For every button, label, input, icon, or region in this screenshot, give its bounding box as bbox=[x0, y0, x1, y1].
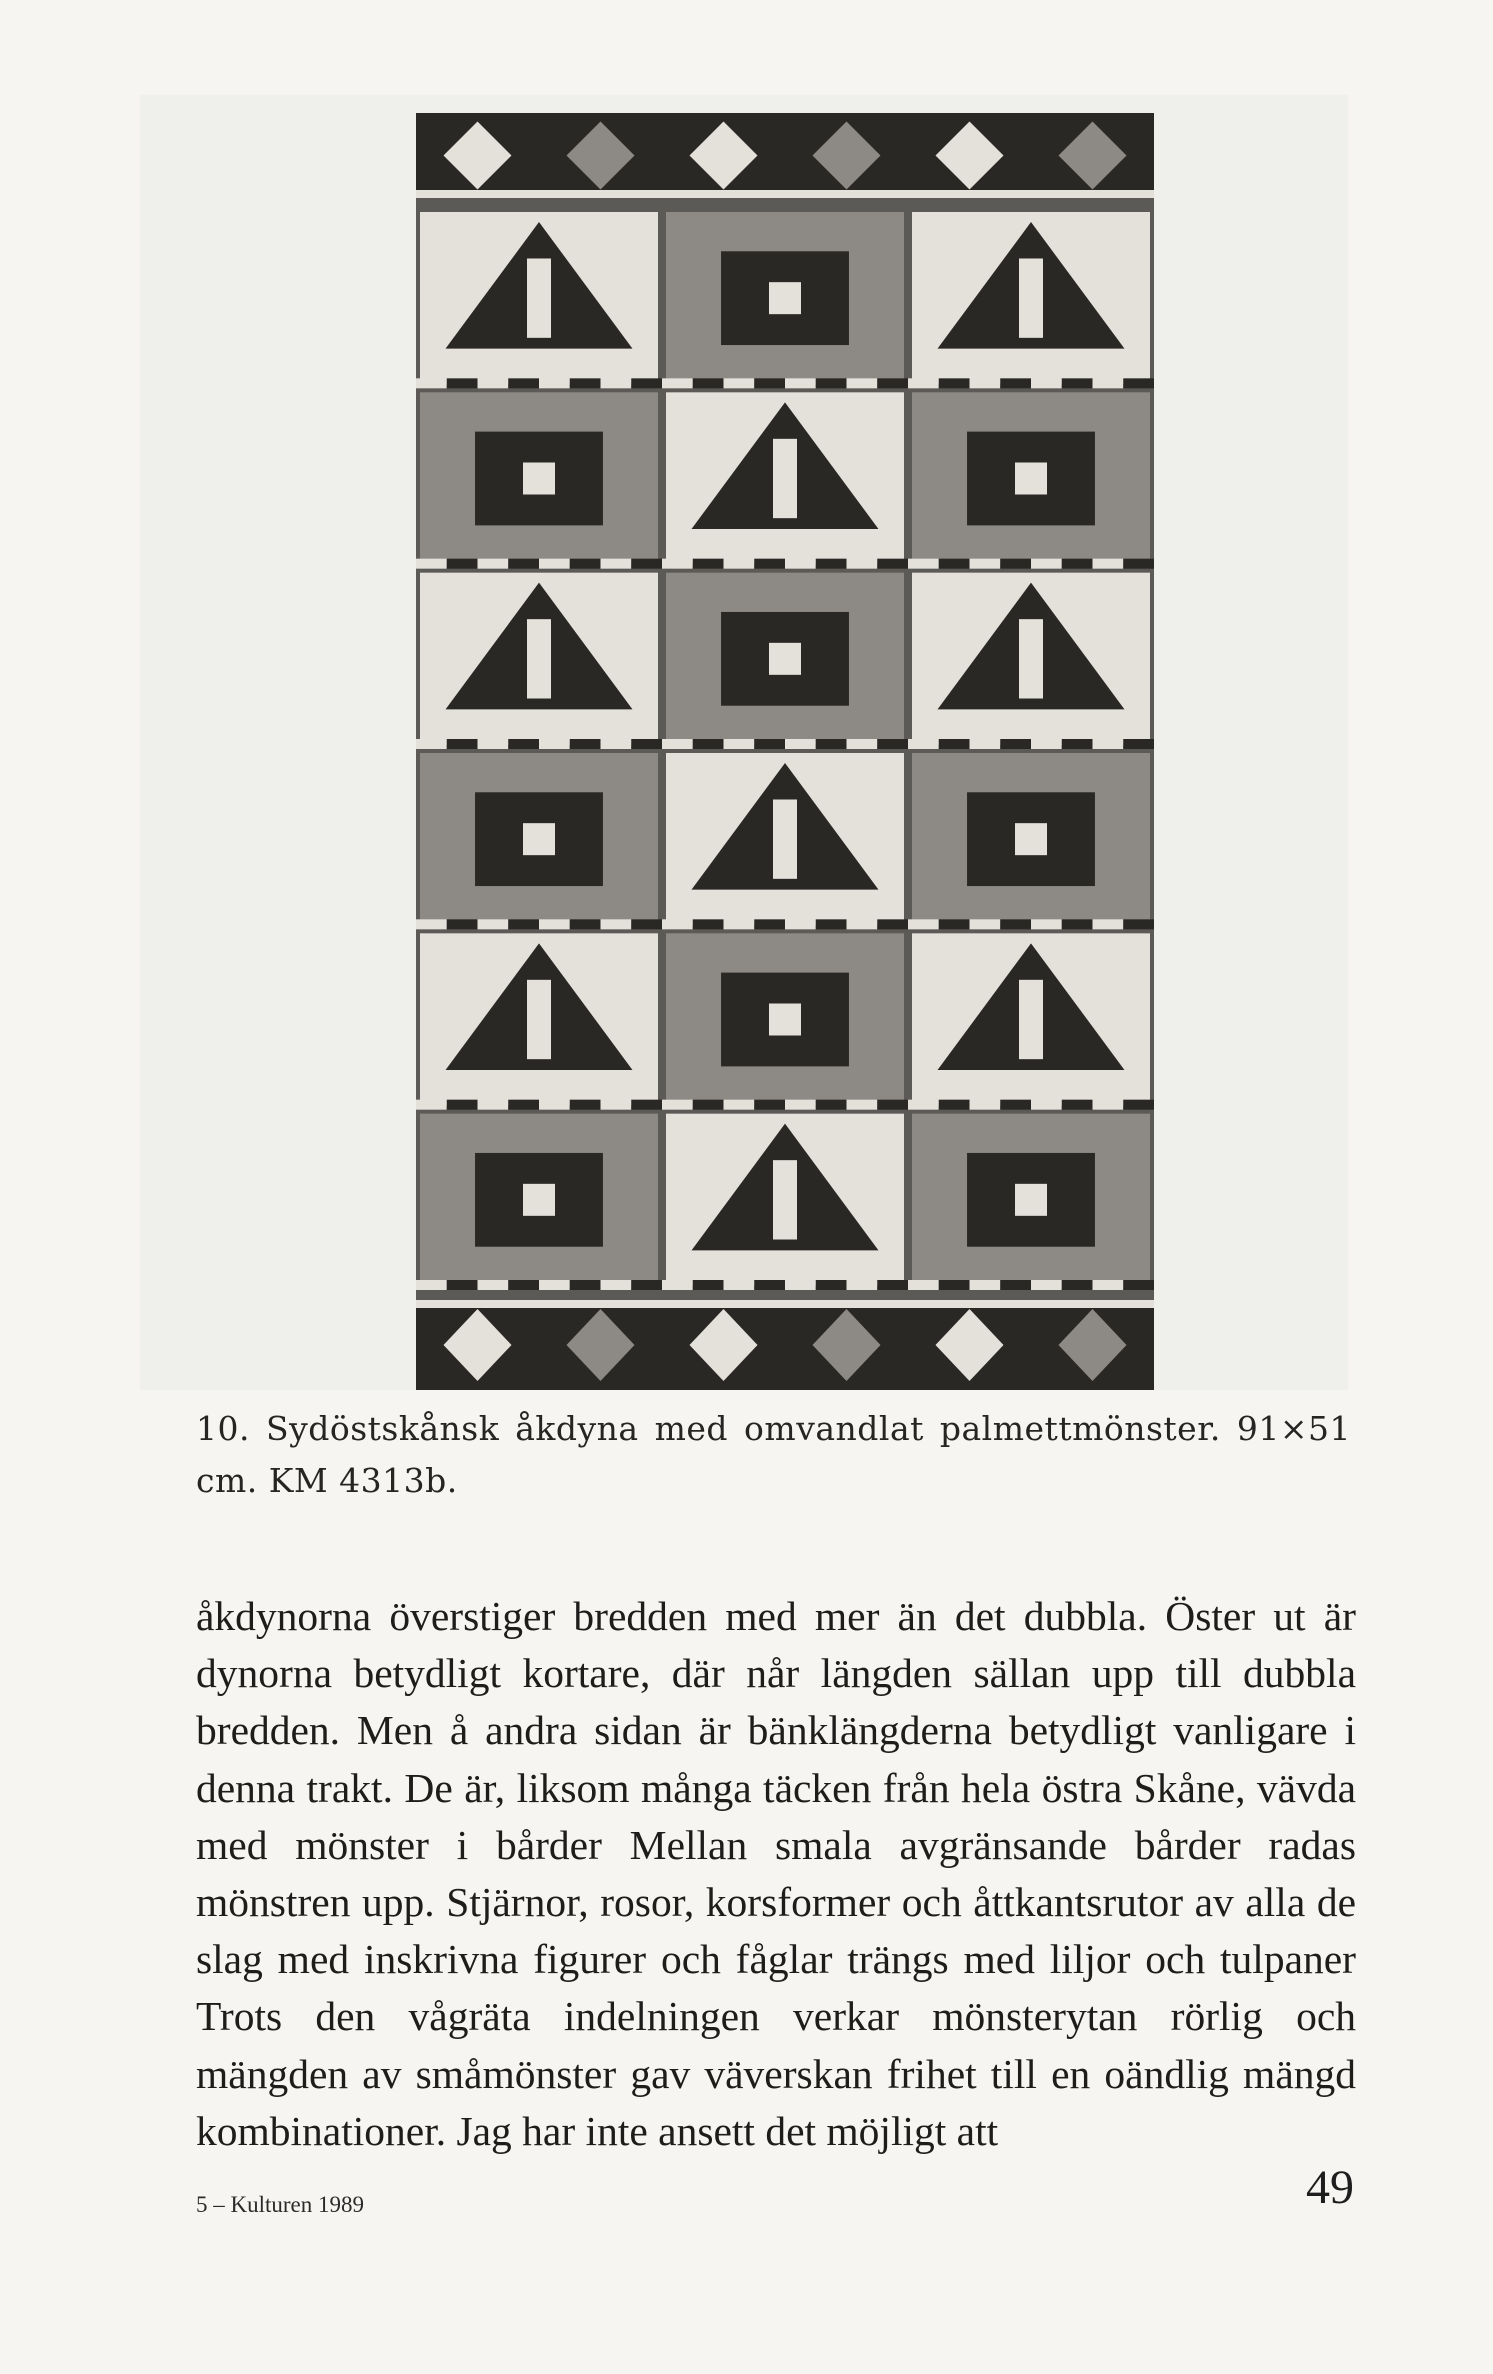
check-square bbox=[601, 559, 632, 569]
check-square bbox=[1031, 1280, 1062, 1290]
check-square bbox=[478, 378, 509, 388]
check-square bbox=[816, 1280, 847, 1290]
check-square bbox=[970, 559, 1001, 569]
check-square bbox=[908, 739, 939, 749]
check-square bbox=[908, 1100, 939, 1110]
check-square bbox=[970, 739, 1001, 749]
check-square bbox=[754, 559, 785, 569]
figure-photo bbox=[140, 95, 1348, 1390]
palmette-stem bbox=[527, 619, 551, 698]
check-square bbox=[877, 739, 908, 749]
check-square bbox=[570, 1280, 601, 1290]
check-square bbox=[785, 1280, 816, 1290]
check-square bbox=[693, 1100, 724, 1110]
square-center bbox=[769, 282, 801, 314]
palmette-stem bbox=[1019, 619, 1043, 698]
check-square bbox=[754, 1100, 785, 1110]
check-square bbox=[447, 378, 478, 388]
check-square bbox=[693, 739, 724, 749]
check-square bbox=[724, 1100, 755, 1110]
square-center bbox=[523, 463, 555, 495]
check-square bbox=[1000, 1280, 1031, 1290]
check-square bbox=[601, 1280, 632, 1290]
check-square bbox=[970, 1100, 1001, 1110]
check-square bbox=[1062, 1100, 1093, 1110]
check-square bbox=[939, 1280, 970, 1290]
check-square bbox=[1093, 378, 1124, 388]
check-square bbox=[816, 378, 847, 388]
check-square bbox=[570, 559, 601, 569]
check-square bbox=[754, 378, 785, 388]
check-square bbox=[416, 1280, 447, 1290]
check-square bbox=[416, 559, 447, 569]
check-square bbox=[662, 739, 693, 749]
check-square bbox=[539, 739, 570, 749]
check-square bbox=[416, 919, 447, 929]
check-square bbox=[816, 559, 847, 569]
check-square bbox=[508, 559, 539, 569]
check-square bbox=[1123, 919, 1154, 929]
check-square bbox=[416, 378, 447, 388]
square-center bbox=[769, 1004, 801, 1036]
check-square bbox=[1000, 739, 1031, 749]
check-square bbox=[416, 1100, 447, 1110]
check-square bbox=[785, 378, 816, 388]
square-center bbox=[1015, 823, 1047, 855]
check-square bbox=[970, 919, 1001, 929]
check-square bbox=[1000, 919, 1031, 929]
footer-source: 5 – Kulturen 1989 bbox=[196, 2192, 365, 2217]
check-square bbox=[693, 559, 724, 569]
square-center bbox=[769, 643, 801, 675]
check-square bbox=[908, 378, 939, 388]
check-square bbox=[1123, 378, 1154, 388]
check-square bbox=[570, 378, 601, 388]
check-square bbox=[785, 919, 816, 929]
check-square bbox=[478, 739, 509, 749]
check-square bbox=[939, 378, 970, 388]
check-square bbox=[847, 378, 878, 388]
check-square bbox=[877, 559, 908, 569]
check-square bbox=[754, 1280, 785, 1290]
check-square bbox=[785, 559, 816, 569]
check-square bbox=[1062, 739, 1093, 749]
check-square bbox=[1031, 1100, 1062, 1110]
check-square bbox=[877, 919, 908, 929]
check-square bbox=[1000, 1100, 1031, 1110]
check-square bbox=[508, 1100, 539, 1110]
check-square bbox=[416, 739, 447, 749]
check-square bbox=[1093, 559, 1124, 569]
check-square bbox=[724, 1280, 755, 1290]
square-center bbox=[523, 823, 555, 855]
figure-caption: 10. Sydöstskånsk åkdyna med omvandlat palmettmönster. 91×51 cm. KM 4313b. bbox=[196, 1409, 1351, 1500]
check-square bbox=[1000, 559, 1031, 569]
check-square bbox=[539, 919, 570, 929]
check-square bbox=[939, 919, 970, 929]
check-square bbox=[1031, 919, 1062, 929]
bottom-border-band bbox=[416, 1300, 1154, 1390]
top-border-band bbox=[416, 113, 1154, 198]
rug-image bbox=[416, 113, 1154, 1390]
palmette-stem bbox=[773, 799, 797, 878]
check-square bbox=[1093, 919, 1124, 929]
check-square bbox=[478, 559, 509, 569]
check-square bbox=[539, 378, 570, 388]
check-square bbox=[539, 1280, 570, 1290]
palmette-stem bbox=[773, 1160, 797, 1239]
check-square bbox=[754, 739, 785, 749]
check-square bbox=[508, 739, 539, 749]
bottom-border-stripe bbox=[416, 1300, 1154, 1308]
check-square bbox=[693, 1280, 724, 1290]
check-square bbox=[877, 1280, 908, 1290]
check-square bbox=[970, 378, 1001, 388]
check-square bbox=[1062, 378, 1093, 388]
palmette-stem bbox=[1019, 258, 1043, 337]
check-square bbox=[693, 919, 724, 929]
check-square bbox=[693, 378, 724, 388]
check-square bbox=[478, 1100, 509, 1110]
top-border-stripe bbox=[416, 190, 1154, 198]
check-square bbox=[754, 919, 785, 929]
check-square bbox=[631, 919, 662, 929]
check-square bbox=[939, 739, 970, 749]
check-square bbox=[877, 378, 908, 388]
palmette-stem bbox=[527, 258, 551, 337]
check-square bbox=[908, 919, 939, 929]
check-square bbox=[539, 559, 570, 569]
check-square bbox=[847, 1100, 878, 1110]
check-square bbox=[847, 919, 878, 929]
check-square bbox=[1123, 1280, 1154, 1290]
check-square bbox=[662, 1100, 693, 1110]
palmette-stem bbox=[773, 439, 797, 518]
check-square bbox=[539, 1100, 570, 1110]
check-square bbox=[601, 1100, 632, 1110]
square-center bbox=[1015, 463, 1047, 495]
check-square bbox=[724, 378, 755, 388]
check-square bbox=[1123, 559, 1154, 569]
check-square bbox=[631, 559, 662, 569]
check-square bbox=[1093, 739, 1124, 749]
check-square bbox=[662, 919, 693, 929]
check-square bbox=[662, 378, 693, 388]
rug-illustration bbox=[416, 113, 1154, 1390]
check-square bbox=[939, 559, 970, 569]
check-square bbox=[1123, 739, 1154, 749]
check-square bbox=[1093, 1280, 1124, 1290]
check-square bbox=[847, 1280, 878, 1290]
check-square bbox=[631, 1100, 662, 1110]
check-square bbox=[724, 739, 755, 749]
check-square bbox=[877, 1100, 908, 1110]
check-square bbox=[478, 1280, 509, 1290]
check-square bbox=[631, 378, 662, 388]
check-square bbox=[1031, 378, 1062, 388]
check-square bbox=[816, 919, 847, 929]
check-square bbox=[447, 919, 478, 929]
check-square bbox=[816, 1100, 847, 1110]
check-square bbox=[447, 1280, 478, 1290]
check-square bbox=[570, 919, 601, 929]
check-square bbox=[508, 919, 539, 929]
check-square bbox=[908, 559, 939, 569]
page-number: 49 bbox=[1306, 2161, 1354, 2214]
check-square bbox=[447, 1100, 478, 1110]
palmette-stem bbox=[1019, 980, 1043, 1059]
check-square bbox=[847, 739, 878, 749]
check-square bbox=[631, 739, 662, 749]
check-square bbox=[508, 378, 539, 388]
square-center bbox=[1015, 1184, 1047, 1216]
check-square bbox=[601, 378, 632, 388]
check-square bbox=[1093, 1100, 1124, 1110]
check-square bbox=[1000, 378, 1031, 388]
check-square bbox=[601, 919, 632, 929]
check-square bbox=[970, 1280, 1001, 1290]
palmette-stem bbox=[527, 980, 551, 1059]
check-square bbox=[570, 1100, 601, 1110]
body-paragraph: åkdynorna överstiger bredden med mer än det dubbla. Öster ut är dynorna betydligt kortare, där når längden sällan upp till dubbla bredden. Men å andra sidan är bänklängderna betydligt vanligare i denna trakt. De är, liksom många täcken från hela östra Skåne, vävda med mönster i bårder Mellan smala avgränsande bårder radas mönstren upp. Stjärnor, rosor, korsformer och åttkantsrutor av alla de slag med inskrivna figurer och fåglar trängs med liljor och tulpaner Trots den vågräta indelningen verkar mönsterytan rörlig och mängden av småmönster gav väverskan frihet till en oändlig mängd kombinationer. Jag har inte ansett det möjligt att bbox=[196, 1593, 1356, 2154]
check-square bbox=[601, 739, 632, 749]
check-square bbox=[447, 739, 478, 749]
check-square bbox=[1062, 919, 1093, 929]
check-square bbox=[447, 559, 478, 569]
check-square bbox=[662, 1280, 693, 1290]
check-square bbox=[662, 559, 693, 569]
check-square bbox=[1031, 559, 1062, 569]
check-square bbox=[631, 1280, 662, 1290]
check-square bbox=[847, 559, 878, 569]
check-square bbox=[1062, 1280, 1093, 1290]
check-square bbox=[570, 739, 601, 749]
check-square bbox=[816, 739, 847, 749]
check-square bbox=[939, 1100, 970, 1110]
check-square bbox=[908, 1280, 939, 1290]
check-square bbox=[785, 1100, 816, 1110]
check-square bbox=[724, 919, 755, 929]
check-square bbox=[1062, 559, 1093, 569]
check-square bbox=[785, 739, 816, 749]
check-square bbox=[1123, 1100, 1154, 1110]
check-square bbox=[724, 559, 755, 569]
square-center bbox=[523, 1184, 555, 1216]
body-text bbox=[196, 1588, 1356, 2160]
check-square bbox=[478, 919, 509, 929]
check-square bbox=[508, 1280, 539, 1290]
check-square bbox=[1031, 739, 1062, 749]
